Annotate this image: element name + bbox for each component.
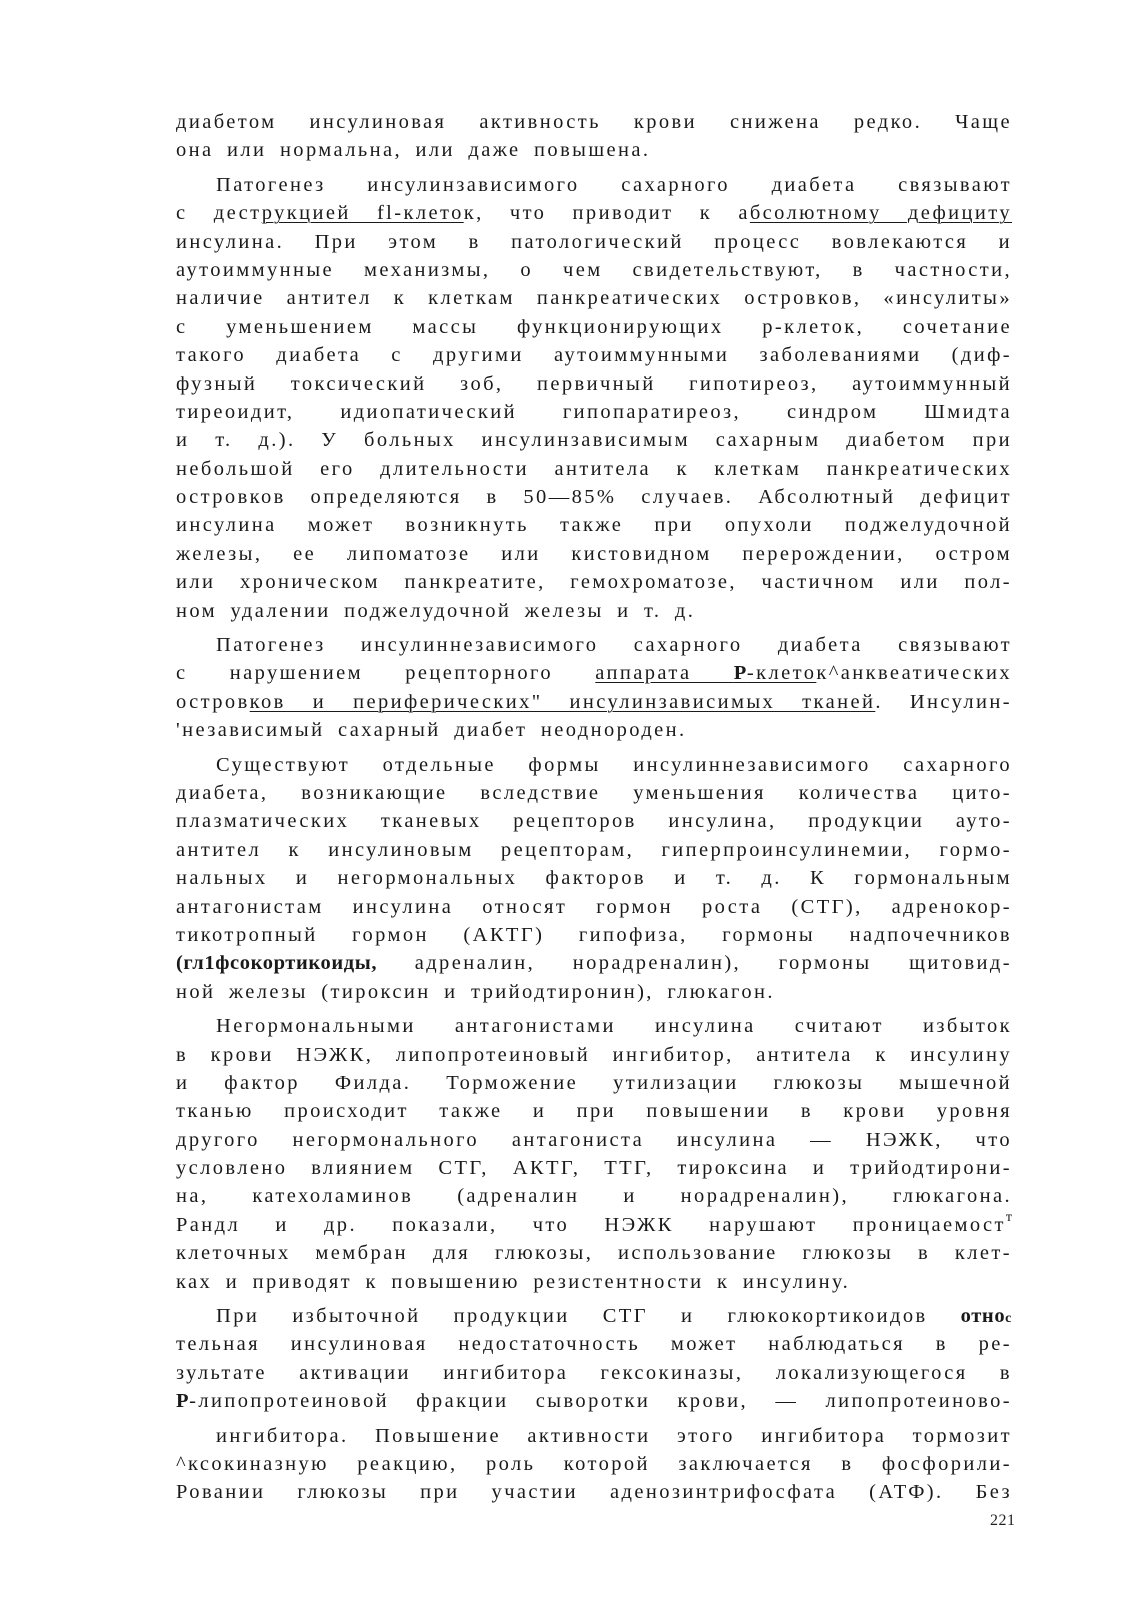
paragraph-start: Патогенез инсулиннезависимого сахарного диабета связывают xyxy=(216,634,1012,657)
text-line: небольшой его длительности антитела к клеткам панкреатических xyxy=(176,457,1012,480)
text-line: аутоиммунные механизмы, о чем свидетельствуют, в частности, xyxy=(176,258,1012,281)
text-line: инсулина. При этом в патологический процесс вовлекаются и xyxy=(176,230,1012,253)
text-line: другого негормонального антагониста инсулина — НЭЖК, что xyxy=(176,1128,1012,1151)
text-line: диабета, возникающие вследствие уменьшения количества цито- xyxy=(176,781,1012,804)
text-line: ках и приводят к повышению резистентности к инсулину. xyxy=(176,1270,851,1293)
text-line: с уменьшением массы функционирующих р-клеток, сочетание xyxy=(176,315,1012,338)
text-line: с нарушением рецепторного аппарата Р-клеток^анквеатических xyxy=(176,662,1012,685)
text-line: тиреоидит, идиопатический гипопаратиреоз, синдром Шмидта xyxy=(176,400,1012,423)
text-line: тканью происходит также и при повышении в крови уровня xyxy=(176,1100,1012,1123)
text-line: в крови НЭЖК, липопротеиновый ингибитор, антитела к инсулину xyxy=(176,1043,1012,1066)
text-line: ингибитора. Повышение активности этого ингибитора тормозит xyxy=(216,1424,1012,1447)
text-line: островков определяются в 50—85% случаев. Абсолютный дефицит xyxy=(176,486,1012,509)
text-line: плазматических тканевых рецепторов инсулина, продукции ауто- xyxy=(176,810,1012,833)
text-line: с деструкцией fl-клеток, что приводит к абсолютному дефициту xyxy=(176,202,1012,225)
text-line: условлено влиянием СТГ, АКТГ, ТТГ, тироксина и трийодтирони- xyxy=(176,1157,1012,1180)
text-line: ном удалении поджелудочной железы и т. д. xyxy=(176,599,696,622)
text-line: инсулина может возникнуть также при опухоли поджелудочной xyxy=(176,514,1012,537)
page-number: 221 xyxy=(990,1512,1016,1529)
text-line: железы, ее липоматозе или кистовидном перерождении, остром xyxy=(176,542,1012,565)
text-line: диабетом инсулиновая активность крови снижена редко. Чаще xyxy=(176,111,1012,133)
text-line: Рандл и др. показали, что НЭЖК нарушают проницаемост$^т$ xyxy=(176,1210,1012,1236)
text-line: Р-липопротеиновой фракции сыворотки крови, — липопротеиново- xyxy=(176,1390,1012,1413)
text-line: наличие антител к клеткам панкреатических островков, «инсулиты» xyxy=(176,287,1012,310)
text-line: тельная инсулиновая недостаточность может наблюдаться в ре- xyxy=(176,1333,1012,1356)
text-line: зультате активации ингибитора гексокиназы, локализующегося в xyxy=(176,1361,1012,1384)
paragraph-start: При избыточной продукции СТГ и глюкокортикоидов относ xyxy=(216,1305,1012,1328)
text-line: (гл1фсокортикоиды, адреналин, норадреналин), гормоны щитовид- xyxy=(176,952,1012,975)
paragraph-start: Негормональными антагонистами инсулина считают избыток xyxy=(216,1015,1012,1038)
document-page xyxy=(176,108,1012,1507)
text-line: антагонистам инсулина относят гормон роста (СТГ), адренокор- xyxy=(176,895,1012,918)
text-line: антител к инсулиновым рецепторам, гиперпроинсулинемии, гормо- xyxy=(176,838,1012,861)
text-line: 'независимый сахарный диабет неоднороден. xyxy=(176,719,687,742)
paragraph-start: Существуют отдельные формы инсулиннезависимого сахарного xyxy=(216,753,1012,776)
text-line: и фактор Филда. Торможение утилизации глюкозы мышечной xyxy=(176,1071,1012,1094)
text-line: ной железы (тироксин и трийодтиронин), глюкагон. xyxy=(176,980,775,1003)
text-line: тикотропный гормон (АКТГ) гипофиза, гормоны надпочечников xyxy=(176,923,1012,946)
text-line: и т. д.). У больных инсулинзависимым сахарным диабетом при xyxy=(176,429,1012,452)
text-line: или хроническом панкреатите, гемохроматозе, частичном или пол- xyxy=(176,571,1012,594)
text-line: фузный токсический зоб, первичный гипотиреоз, аутоиммунный xyxy=(176,372,1012,395)
text-line: она или нормальна, или даже повышена. xyxy=(176,139,651,162)
paragraph-start: Патогенез инсулинзависимого сахарного диабета связывают xyxy=(216,173,1012,196)
text-line: ^ксокиназную реакцию, роль которой заключается в фосфорили- xyxy=(176,1452,1012,1475)
text-line: на, катехоламинов (адреналин и норадреналин), глюкагона. xyxy=(176,1185,1012,1208)
text-line: такого диабета с другими аутоиммунными заболеваниями (диф- xyxy=(176,344,1012,367)
text-line: Ровании глюкозы при участии аденозинтрифосфата (АТФ). Без xyxy=(176,1481,1012,1504)
text-line: островков и периферических" инсулинзависимых тканей. Инсулин- xyxy=(176,690,1012,713)
text-line: клеточных мембран для глюкозы, использование глюкозы в клет- xyxy=(176,1242,1012,1265)
text-line: нальных и негормональных факторов и т. д. К гормональным xyxy=(176,867,1012,890)
